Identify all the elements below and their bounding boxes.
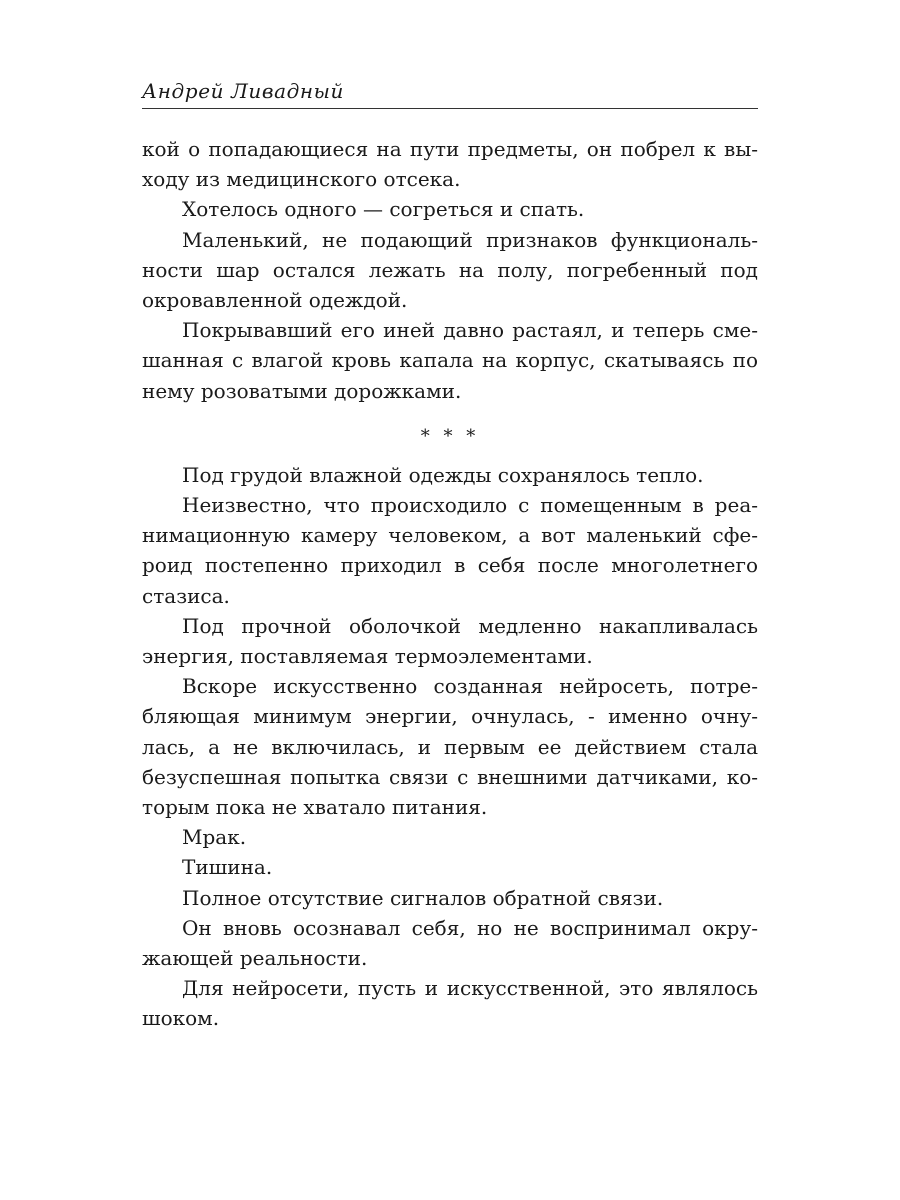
section-separator: * * * <box>420 425 480 447</box>
paragraph <box>142 225 758 316</box>
text-line: Он вновь осознавал себя, но не воспринимал окру- <box>182 915 758 940</box>
paragraph <box>142 973 758 1033</box>
paragraph <box>142 852 758 882</box>
text-line: торым пока не хватало питания. <box>142 794 488 819</box>
text-line: Тишина. <box>182 855 273 880</box>
paragraph <box>142 671 758 822</box>
paragraph <box>142 913 758 973</box>
text-line: лась, а не включилась, и первым ее действием стала <box>142 734 758 759</box>
text-line: Вскоре искусственно созданная нейросеть, потре- <box>182 674 758 699</box>
text-line: безуспешная попытка связи с внешними датчиками, ко- <box>142 764 758 789</box>
text-line: Полное отсутствие сигналов обратной связи. <box>182 885 664 910</box>
paragraph <box>142 315 758 406</box>
text-line: шоком. <box>142 1006 220 1031</box>
text-line: жающей реальности. <box>142 945 368 970</box>
paragraph <box>142 822 758 852</box>
text-line: нему розоватыми дорожками. <box>142 378 462 403</box>
text-before-separator <box>142 134 758 406</box>
paragraph <box>142 134 758 194</box>
text-line: Хотелось одного — согреться и спать. <box>182 197 585 222</box>
text-line: Под грудой влажной одежды сохранялось тепло. <box>182 462 704 487</box>
text-line: роид постепенно приходил в себя после многолетнего <box>142 553 758 578</box>
body-text <box>142 134 758 1033</box>
text-line: Покрывавший его иней давно растаял, и теперь сме- <box>182 318 758 343</box>
text-line: кой о попадающиеся на пути предметы, он побрел к вы- <box>142 137 758 161</box>
text-line: шанная с влагой кровь капала на корпус, скатываясь по <box>142 348 758 373</box>
paragraph <box>142 194 758 224</box>
author-name: Андрей Ливадный <box>142 79 345 103</box>
text-after-separator <box>142 460 758 1034</box>
text-line: нимационную камеру человеком, а вот маленький сфе- <box>142 523 758 548</box>
text-line: бляющая минимум энергии, очнулась, - именно очну- <box>142 704 758 729</box>
text-line: Под прочной оболочкой медленно накапливалась <box>182 613 758 638</box>
paragraph <box>142 611 758 671</box>
text-line: энергия, поставляемая термоэлементами. <box>142 644 593 668</box>
paragraph <box>142 460 758 490</box>
paragraph <box>142 490 758 611</box>
text-line: Неизвестно, что происходило с помещенным в реа- <box>182 493 758 518</box>
text-line: Маленький, не подающий признаков функциональ- <box>182 227 758 252</box>
text-line: окровавленной одеждой. <box>142 287 408 312</box>
text-line: ходу из медицинского отсека. <box>142 167 461 192</box>
text-line: стазиса. <box>142 583 230 608</box>
text-line: ности шар остался лежать на полу, погребенный под <box>142 257 758 282</box>
text-line: Мрак. <box>182 825 247 850</box>
paragraph <box>142 883 758 913</box>
text-line: Для нейросети, пусть и искусственной, это являлось <box>182 976 758 1001</box>
running-header <box>142 78 758 109</box>
